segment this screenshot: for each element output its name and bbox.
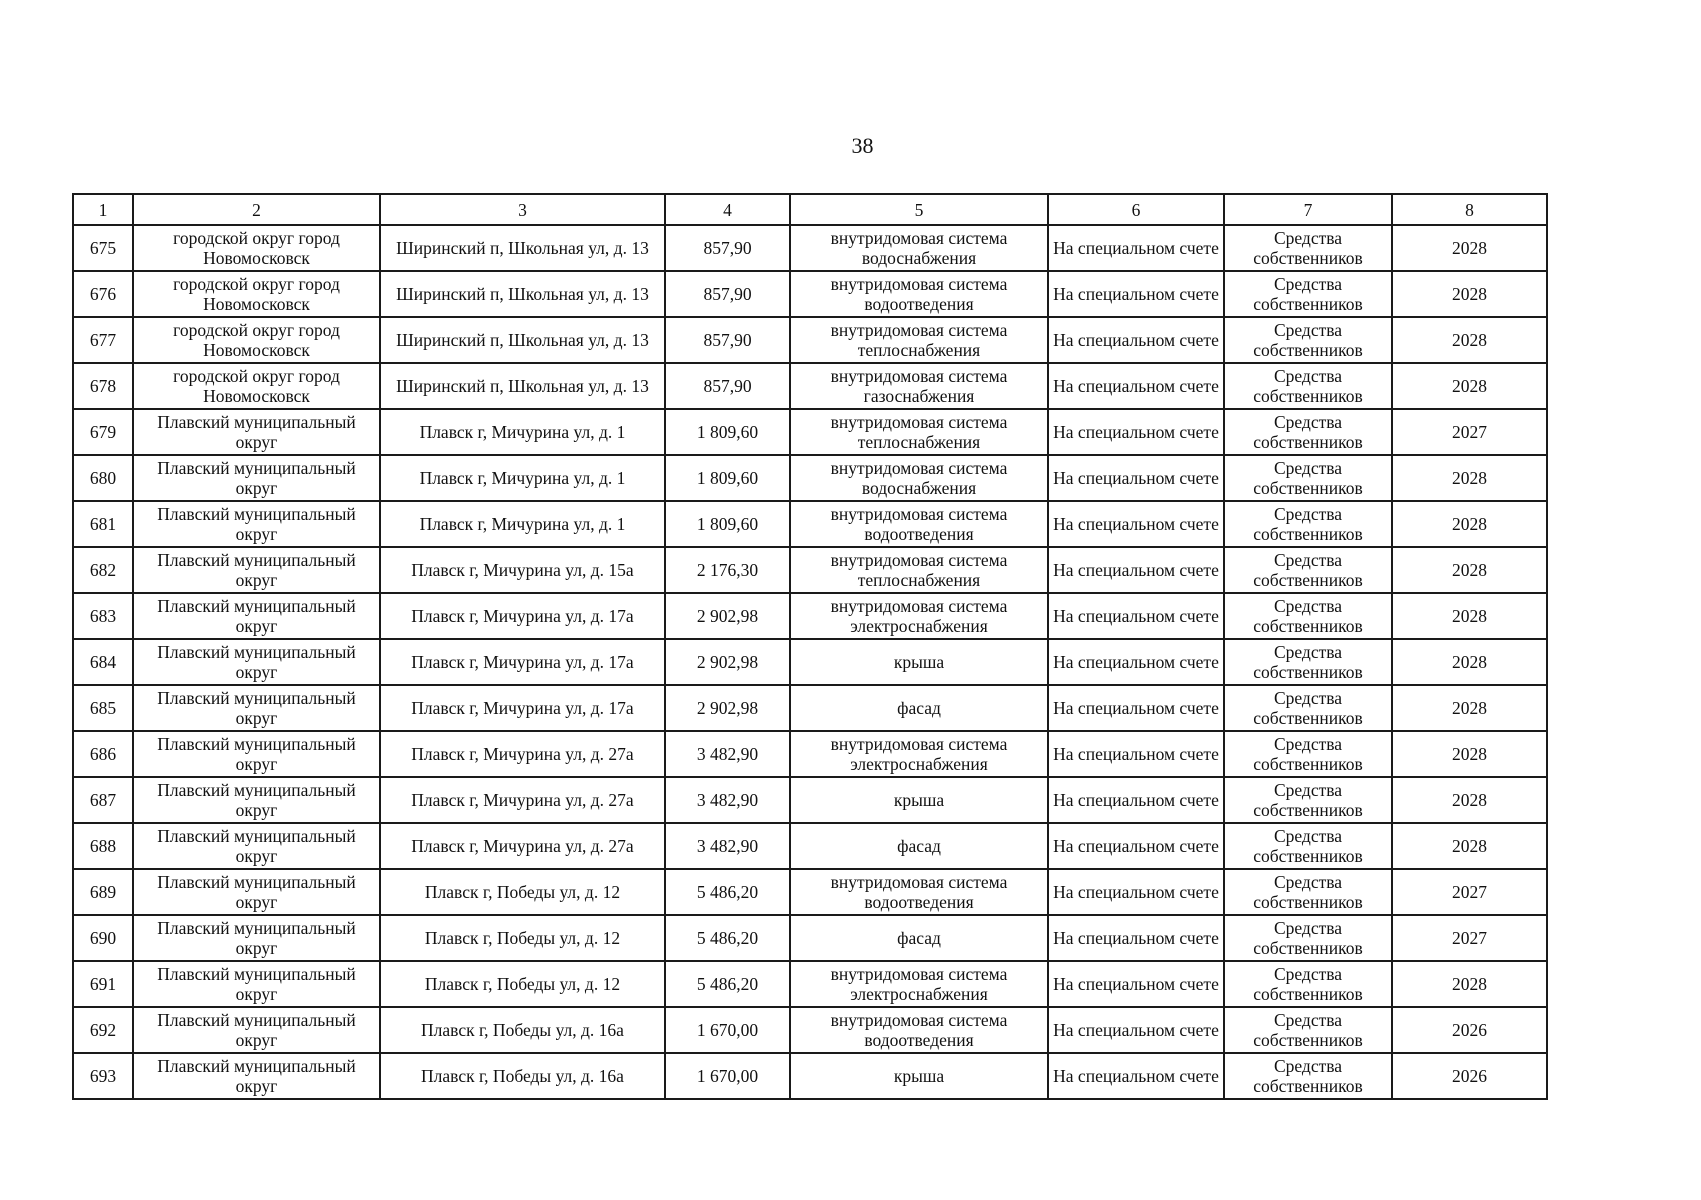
- fund-account-cell: На специальном счете: [1048, 363, 1224, 409]
- row-number-cell: 680: [73, 455, 133, 501]
- municipality-cell: Плавский муниципальный округ: [133, 455, 380, 501]
- work-type-cell: внутридомовая система газоснабжения: [790, 363, 1048, 409]
- funding-source-cell: Средства собственников: [1224, 317, 1392, 363]
- row-number-cell: 689: [73, 869, 133, 915]
- area-cell: 857,90: [665, 225, 790, 271]
- page-number: 38: [851, 133, 874, 158]
- table-row: [73, 225, 1547, 271]
- row-number-cell: 690: [73, 915, 133, 961]
- row-number-cell: 691: [73, 961, 133, 1007]
- column-header-8: 8: [1392, 194, 1547, 225]
- work-type-cell: внутридомовая система теплоснабжения: [790, 547, 1048, 593]
- fund-account-cell: На специальном счете: [1048, 869, 1224, 915]
- year-cell: 2028: [1392, 547, 1547, 593]
- year-cell: 2028: [1392, 363, 1547, 409]
- address-cell: Плавск г, Мичурина ул, д. 17а: [380, 639, 665, 685]
- table-row: [73, 869, 1547, 915]
- fund-account-cell: На специальном счете: [1048, 777, 1224, 823]
- work-type-cell: внутридомовая система водоотведения: [790, 271, 1048, 317]
- table-row: [73, 455, 1547, 501]
- address-cell: Плавск г, Победы ул, д. 12: [380, 961, 665, 1007]
- municipality-cell: Плавский муниципальный округ: [133, 639, 380, 685]
- work-type-cell: крыша: [790, 1053, 1048, 1099]
- row-number-cell: 687: [73, 777, 133, 823]
- row-number-cell: 681: [73, 501, 133, 547]
- funding-source-cell: Средства собственников: [1224, 823, 1392, 869]
- table-row: [73, 271, 1547, 317]
- year-cell: 2027: [1392, 409, 1547, 455]
- funding-source-cell: Средства собственников: [1224, 271, 1392, 317]
- funding-source-cell: Средства собственников: [1224, 363, 1392, 409]
- year-cell: 2028: [1392, 455, 1547, 501]
- fund-account-cell: На специальном счете: [1048, 271, 1224, 317]
- table-body: [73, 225, 1547, 1099]
- row-number-cell: 683: [73, 593, 133, 639]
- fund-account-cell: На специальном счете: [1048, 823, 1224, 869]
- year-cell: 2028: [1392, 731, 1547, 777]
- work-type-cell: внутридомовая система водоснабжения: [790, 455, 1048, 501]
- year-cell: 2026: [1392, 1053, 1547, 1099]
- year-cell: 2027: [1392, 915, 1547, 961]
- address-cell: Ширинский п, Школьная ул, д. 13: [380, 317, 665, 363]
- work-type-cell: внутридомовая система теплоснабжения: [790, 409, 1048, 455]
- row-number-cell: 693: [73, 1053, 133, 1099]
- area-cell: 3 482,90: [665, 777, 790, 823]
- table-header-row: [73, 194, 1547, 225]
- work-type-cell: фасад: [790, 685, 1048, 731]
- row-number-cell: 686: [73, 731, 133, 777]
- table-row: [73, 685, 1547, 731]
- row-number-cell: 676: [73, 271, 133, 317]
- address-cell: Плавск г, Мичурина ул, д. 17а: [380, 593, 665, 639]
- funding-source-cell: Средства собственников: [1224, 1053, 1392, 1099]
- funding-source-cell: Средства собственников: [1224, 1007, 1392, 1053]
- year-cell: 2028: [1392, 271, 1547, 317]
- funding-source-cell: Средства собственников: [1224, 777, 1392, 823]
- municipality-cell: Плавский муниципальный округ: [133, 869, 380, 915]
- table-row: [73, 1007, 1547, 1053]
- municipality-cell: Плавский муниципальный округ: [133, 731, 380, 777]
- table-row: [73, 639, 1547, 685]
- address-cell: Плавск г, Мичурина ул, д. 27а: [380, 777, 665, 823]
- table-row: [73, 731, 1547, 777]
- area-cell: 2 176,30: [665, 547, 790, 593]
- address-cell: Плавск г, Победы ул, д. 12: [380, 869, 665, 915]
- table-row: [73, 823, 1547, 869]
- area-cell: 1 809,60: [665, 409, 790, 455]
- work-type-cell: внутридомовая система водоотведения: [790, 869, 1048, 915]
- table-row: [73, 961, 1547, 1007]
- area-cell: 857,90: [665, 363, 790, 409]
- fund-account-cell: На специальном счете: [1048, 593, 1224, 639]
- address-cell: Плавск г, Мичурина ул, д. 15а: [380, 547, 665, 593]
- municipality-cell: Плавский муниципальный округ: [133, 915, 380, 961]
- municipality-cell: городской округ город Новомосковск: [133, 363, 380, 409]
- address-cell: Плавск г, Мичурина ул, д. 27а: [380, 823, 665, 869]
- year-cell: 2028: [1392, 961, 1547, 1007]
- area-cell: 2 902,98: [665, 639, 790, 685]
- municipality-cell: городской округ город Новомосковск: [133, 317, 380, 363]
- municipality-cell: Плавский муниципальный округ: [133, 961, 380, 1007]
- column-header-4: 4: [665, 194, 790, 225]
- column-header-3: 3: [380, 194, 665, 225]
- area-cell: 2 902,98: [665, 685, 790, 731]
- municipality-cell: Плавский муниципальный округ: [133, 1053, 380, 1099]
- fund-account-cell: На специальном счете: [1048, 455, 1224, 501]
- work-type-cell: крыша: [790, 639, 1048, 685]
- funding-source-cell: Средства собственников: [1224, 961, 1392, 1007]
- address-cell: Плавск г, Победы ул, д. 16а: [380, 1007, 665, 1053]
- funding-source-cell: Средства собственников: [1224, 915, 1392, 961]
- work-type-cell: фасад: [790, 823, 1048, 869]
- table-row: [73, 777, 1547, 823]
- row-number-cell: 692: [73, 1007, 133, 1053]
- fund-account-cell: На специальном счете: [1048, 1007, 1224, 1053]
- area-cell: 5 486,20: [665, 961, 790, 1007]
- table-row: [73, 409, 1547, 455]
- fund-account-cell: На специальном счете: [1048, 225, 1224, 271]
- row-number-cell: 675: [73, 225, 133, 271]
- work-type-cell: внутридомовая система электроснабжения: [790, 731, 1048, 777]
- work-type-cell: крыша: [790, 777, 1048, 823]
- fund-account-cell: На специальном счете: [1048, 961, 1224, 1007]
- funding-source-cell: Средства собственников: [1224, 225, 1392, 271]
- address-cell: Ширинский п, Школьная ул, д. 13: [380, 271, 665, 317]
- row-number-cell: 677: [73, 317, 133, 363]
- fund-account-cell: На специальном счете: [1048, 731, 1224, 777]
- year-cell: 2028: [1392, 777, 1547, 823]
- year-cell: 2028: [1392, 639, 1547, 685]
- funding-source-cell: Средства собственников: [1224, 593, 1392, 639]
- address-cell: Плавск г, Победы ул, д. 12: [380, 915, 665, 961]
- row-number-cell: 688: [73, 823, 133, 869]
- address-cell: Плавск г, Мичурина ул, д. 1: [380, 501, 665, 547]
- work-type-cell: внутридомовая система электроснабжения: [790, 961, 1048, 1007]
- row-number-cell: 682: [73, 547, 133, 593]
- funding-source-cell: Средства собственников: [1224, 869, 1392, 915]
- work-type-cell: внутридомовая система водоотведения: [790, 1007, 1048, 1053]
- municipality-cell: городской округ город Новомосковск: [133, 225, 380, 271]
- municipality-cell: Плавский муниципальный округ: [133, 593, 380, 639]
- funding-source-cell: Средства собственников: [1224, 731, 1392, 777]
- fund-account-cell: На специальном счете: [1048, 317, 1224, 363]
- address-cell: Плавск г, Мичурина ул, д. 27а: [380, 731, 665, 777]
- table-row: [73, 915, 1547, 961]
- funding-source-cell: Средства собственников: [1224, 685, 1392, 731]
- address-cell: Ширинский п, Школьная ул, д. 13: [380, 363, 665, 409]
- funding-source-cell: Средства собственников: [1224, 547, 1392, 593]
- funding-source-cell: Средства собственников: [1224, 455, 1392, 501]
- address-cell: Плавск г, Мичурина ул, д. 17а: [380, 685, 665, 731]
- funding-source-cell: Средства собственников: [1224, 409, 1392, 455]
- municipality-cell: Плавский муниципальный округ: [133, 547, 380, 593]
- area-cell: 1 670,00: [665, 1053, 790, 1099]
- address-cell: Ширинский п, Школьная ул, д. 13: [380, 225, 665, 271]
- municipality-cell: Плавский муниципальный округ: [133, 1007, 380, 1053]
- work-type-cell: внутридомовая система электроснабжения: [790, 593, 1048, 639]
- funding-source-cell: Средства собственников: [1224, 501, 1392, 547]
- year-cell: 2028: [1392, 501, 1547, 547]
- work-type-cell: внутридомовая система водоотведения: [790, 501, 1048, 547]
- fund-account-cell: На специальном счете: [1048, 1053, 1224, 1099]
- table-row: [73, 317, 1547, 363]
- table-row: [73, 593, 1547, 639]
- municipality-cell: Плавский муниципальный округ: [133, 777, 380, 823]
- year-cell: 2026: [1392, 1007, 1547, 1053]
- year-cell: 2027: [1392, 869, 1547, 915]
- fund-account-cell: На специальном счете: [1048, 915, 1224, 961]
- row-number-cell: 684: [73, 639, 133, 685]
- area-cell: 5 486,20: [665, 869, 790, 915]
- work-type-cell: внутридомовая система водоснабжения: [790, 225, 1048, 271]
- address-cell: Плавск г, Мичурина ул, д. 1: [380, 409, 665, 455]
- fund-account-cell: На специальном счете: [1048, 409, 1224, 455]
- column-header-1: 1: [73, 194, 133, 225]
- municipality-cell: Плавский муниципальный округ: [133, 501, 380, 547]
- area-cell: 5 486,20: [665, 915, 790, 961]
- column-header-2: 2: [133, 194, 380, 225]
- table-row: [73, 547, 1547, 593]
- area-cell: 2 902,98: [665, 593, 790, 639]
- municipality-cell: Плавский муниципальный округ: [133, 685, 380, 731]
- area-cell: 1 809,60: [665, 501, 790, 547]
- year-cell: 2028: [1392, 685, 1547, 731]
- table-row: [73, 1053, 1547, 1099]
- municipality-cell: городской округ город Новомосковск: [133, 271, 380, 317]
- area-cell: 1 670,00: [665, 1007, 790, 1053]
- funding-source-cell: Средства собственников: [1224, 639, 1392, 685]
- municipality-cell: Плавский муниципальный округ: [133, 823, 380, 869]
- fund-account-cell: На специальном счете: [1048, 501, 1224, 547]
- year-cell: 2028: [1392, 225, 1547, 271]
- work-type-cell: фасад: [790, 915, 1048, 961]
- year-cell: 2028: [1392, 823, 1547, 869]
- column-header-7: 7: [1224, 194, 1392, 225]
- year-cell: 2028: [1392, 317, 1547, 363]
- address-cell: Плавск г, Победы ул, д. 16а: [380, 1053, 665, 1099]
- fund-account-cell: На специальном счете: [1048, 639, 1224, 685]
- area-cell: 857,90: [665, 317, 790, 363]
- table-row: [73, 501, 1547, 547]
- column-header-5: 5: [790, 194, 1048, 225]
- year-cell: 2028: [1392, 593, 1547, 639]
- area-cell: 857,90: [665, 271, 790, 317]
- area-cell: 3 482,90: [665, 731, 790, 777]
- fund-account-cell: На специальном счете: [1048, 547, 1224, 593]
- table-row: [73, 363, 1547, 409]
- municipality-cell: Плавский муниципальный округ: [133, 409, 380, 455]
- area-cell: 1 809,60: [665, 455, 790, 501]
- fund-account-cell: На специальном счете: [1048, 685, 1224, 731]
- row-number-cell: 685: [73, 685, 133, 731]
- row-number-cell: 679: [73, 409, 133, 455]
- address-cell: Плавск г, Мичурина ул, д. 1: [380, 455, 665, 501]
- area-cell: 3 482,90: [665, 823, 790, 869]
- data-table: [72, 193, 1548, 1100]
- column-header-6: 6: [1048, 194, 1224, 225]
- work-type-cell: внутридомовая система теплоснабжения: [790, 317, 1048, 363]
- row-number-cell: 678: [73, 363, 133, 409]
